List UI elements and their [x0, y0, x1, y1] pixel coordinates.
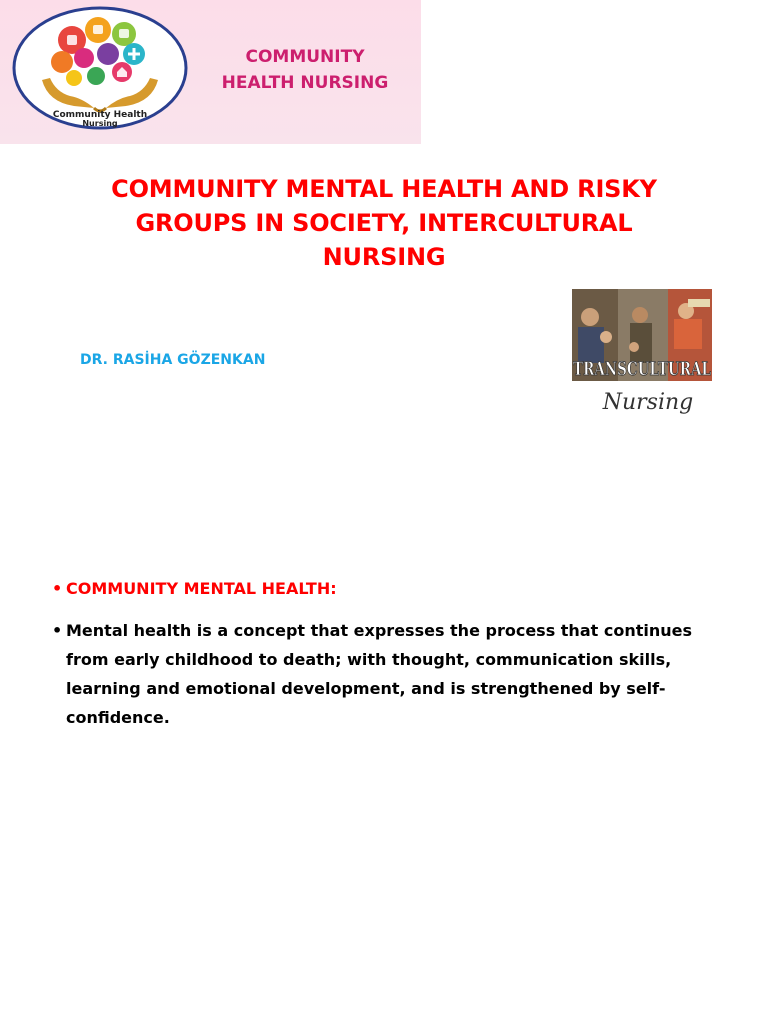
header-title-line2: HEALTH NURSING	[221, 73, 389, 93]
book-title-word1: TRANSCULTURAL	[573, 358, 711, 380]
slide-title: COMMUNITY MENTAL HEALTH AND RISKY GROUPS IN SOCIETY, INTERCULTURAL NURSING	[111, 175, 657, 271]
content-section	[52, 578, 712, 732]
bullet-symbol: •	[52, 579, 63, 598]
book-title-word2: Nursing	[602, 390, 694, 415]
header-title	[205, 44, 405, 96]
heading-bullet	[52, 578, 712, 600]
bullet-symbol: •	[52, 621, 63, 640]
community-health-nursing-logo	[12, 6, 188, 130]
header-title-line1: COMMUNITY	[245, 47, 365, 67]
header-banner	[0, 0, 421, 144]
logo-caption-line1: Community Health	[52, 110, 148, 120]
paragraph-bullet	[52, 616, 712, 732]
mental-health-definition: Mental health is a concept that expresses the process that continues from early childhood to death; with thought, communication skills, learning and emotional development, and is strengthened by self-confidence.	[66, 621, 692, 727]
author-name: DR. RASİHA GÖZENKAN	[80, 352, 266, 368]
logo-caption-line2: Nursing	[82, 119, 118, 128]
transcultural-nursing-book-cover	[570, 289, 714, 423]
section-heading: COMMUNITY MENTAL HEALTH:	[66, 579, 337, 598]
